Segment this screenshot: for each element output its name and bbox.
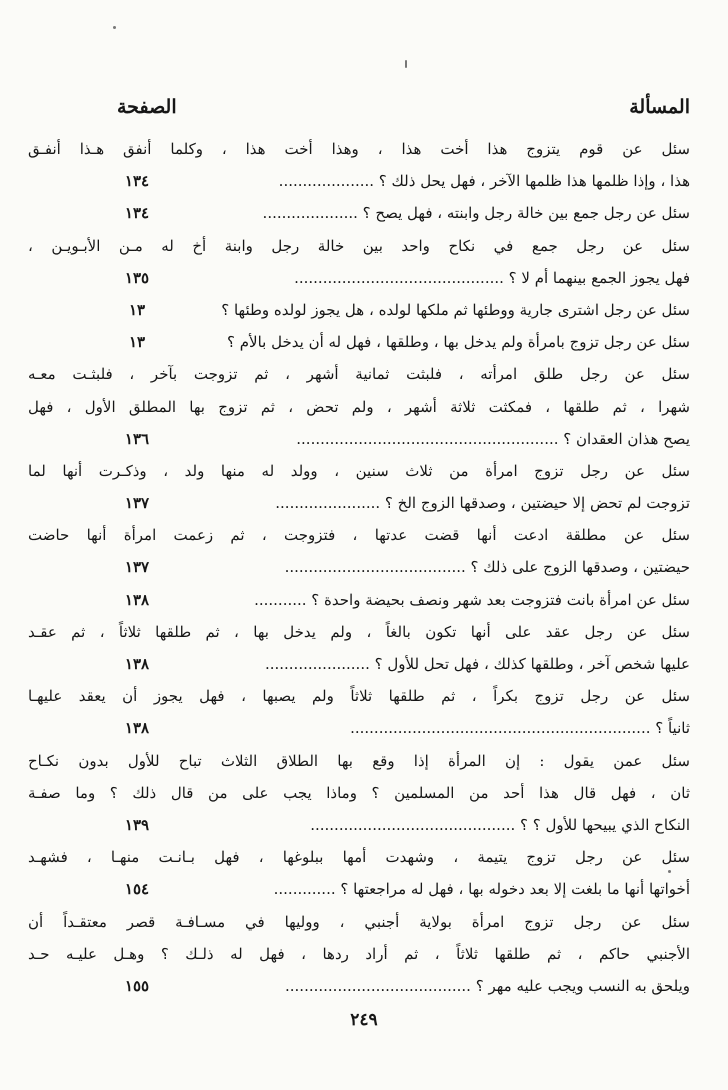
entry-text: سئل عن رجل تزوج امرأة بولاية أجنبي ، ووليها في مسـافـة قصر معتقـداً أن (28, 912, 690, 931)
index-line (0, 391, 728, 423)
entry-text: سئل عن رجل تزوج بكراً ، ثم طلقها ثلاثاً ولم يصبها ، فهل يجوز أن يعقد عليهـا (28, 687, 690, 706)
entry-text: أخواتها أنها ما بلغت إلا بعد دخوله بها ، فهل له مراجعتها ؟ ............. (273, 880, 690, 899)
entry-text: الأجنبي حاكم ، ثم طلقها ثلاثاً ، ثم أراد ردها ، فهل له ذلـك ؟ وهـل عليـه حـد (28, 944, 690, 963)
entry-text: سئل عن رجل طلق امرأته ، فلبثت ثمانية أشهر ، ثم تزوجت بآخر ، فلبثـت معـه (28, 365, 690, 384)
index-line (0, 712, 728, 744)
entry-page-number: ١٣ (128, 333, 146, 352)
index-line (0, 648, 728, 680)
entry-text: ثانياً ؟ ............................................................... (350, 719, 690, 738)
column-header (0, 96, 728, 126)
scan-speck (668, 870, 671, 873)
index-line (0, 133, 728, 165)
entry-text: فهل يجوز الجمع بينهما أم لا ؟ ............................................ (294, 268, 690, 287)
index-line (0, 294, 728, 326)
entry-text: سئل عن قوم يتزوج هذا أخت هذا ، وهذا أخت هذا ، وكلما أنفق هـذا أنفـق (28, 140, 690, 158)
index-line (0, 262, 728, 294)
header-issue-title: المسألة (629, 96, 690, 118)
index-line (0, 809, 728, 841)
entry-page-number: ١٣٨ (124, 655, 150, 673)
entry-page-number: ١٣٤ (124, 204, 150, 223)
entry-page-number: ١٥٤ (124, 880, 150, 899)
scan-speck (113, 26, 116, 29)
entry-text: ويلحق به النسب ويجب عليه مهر ؟ ....................................... (285, 976, 690, 995)
entry-text: النكاح الذي يبيحها للأول ؟ ؟ ........................................... (310, 815, 690, 834)
entry-page-number: ١٣٨ (124, 590, 150, 609)
index-line (0, 519, 728, 551)
index-line (0, 841, 728, 873)
entry-text: سئل عن امرأة بانت فتزوجت بعد شهر ونصف بحيضة واحدة ؟ ........... (254, 590, 690, 609)
entry-text: سئل عمن يقول : إن المرأة إذا وقع بها الطلاق الثلاث تباح للأول بدون نكـاح (28, 751, 690, 770)
index-line (0, 487, 728, 519)
index-line (0, 358, 728, 390)
entry-text: سئل عن رجل تزوج امرأة من ثلاث سنين ، وولد له منها ولد ، وذكـرت أنها لما (28, 461, 690, 480)
index-line (0, 906, 728, 938)
entry-page-number: ١٣٦ (124, 429, 150, 448)
index-line (0, 455, 728, 487)
entry-text: تزوجت لم تحض إلا حيضتين ، وصدقها الزوج الخ ؟ ...................... (275, 494, 690, 513)
entry-text: سئل عن مطلقة ادعت أنها قضت عدتها ، فتزوجت ، ثم زعمت امرأة أنها حاضت (28, 526, 690, 545)
index-line (0, 777, 728, 809)
index-line (0, 970, 728, 1002)
entry-text: سئل عن رجل تزوج يتيمة ، وشهدت أمها ببلوغها ، فهل بـانـت منهـا ، فشهـد (28, 848, 690, 867)
entry-page-number: ١٣ (128, 300, 146, 319)
entry-text: هذا ، وإذا ظلمها هذا ظلمها الآخر ، فهل يحل ذلك ؟ .................... (278, 172, 690, 191)
scan-speck (405, 60, 407, 68)
index-line (0, 745, 728, 777)
index-line (0, 680, 728, 712)
index-line (0, 197, 728, 229)
entry-page-number: ١٣٥ (124, 268, 150, 287)
entry-text: سئل عن رجل تزوج بامرأة ولم يدخل بها ، وطلقها ، فهل له أن يدخل بالأم ؟ (227, 333, 690, 352)
entry-text: عليها شخص آخر ، وطلقها كذلك ، فهل تحل للأول ؟ ...................... (264, 655, 690, 673)
entry-text: ثان ، فهل قال هذا أحد من المسلمين ؟ وماذا يجب على من قال ذلك ؟ وما صفـة (28, 783, 690, 802)
index-line (0, 616, 728, 648)
entry-page-number: ١٥٥ (124, 976, 150, 995)
index-line (0, 230, 728, 262)
entry-text: سئل عن رجل عقد على أنها تكون بالغاً ، ولم يدخل بها ، ثم طلقها ثلاثاً ، ثم عقـد (28, 622, 690, 641)
entry-page-number: ١٣٤ (124, 172, 150, 191)
entry-text: يصح هذان العقدان ؟ ....................................................... (296, 429, 690, 448)
page-number: ٢٤٩ (350, 1010, 378, 1030)
index-line (0, 551, 728, 583)
entry-text: سئل عن رجل اشترى جارية ووطئها ثم ملكها لولده ، هل يجوز لولده وطئها ؟ (221, 300, 690, 319)
index-line (0, 584, 728, 616)
header-page-title: الصفحة (117, 96, 177, 118)
index-line (0, 938, 728, 970)
index-line (0, 165, 728, 197)
entry-text: سئل عن رجل جمع في نكاح واحد بين خالة رجل وابنة أخ له مـن الأبـويـن ، (28, 236, 690, 255)
entry-text: حيضتين ، وصدقها الزوج على ذلك ؟ ...................................... (284, 558, 690, 577)
index-line (0, 873, 728, 905)
entry-page-number: ١٣٩ (124, 815, 150, 834)
entry-text: شهرا ، ثم طلقها ، فمكثت ثلاثة أشهر ، ولم تحض ، ثم تزوج بها المطلق الأول ، فهل (28, 397, 690, 416)
entry-page-number: ١٣٧ (124, 494, 150, 513)
index-line (0, 326, 728, 358)
entry-page-number: ١٣٧ (124, 558, 150, 577)
entry-text: سئل عن رجل جمع بين خالة رجل وابنته ، فهل يصح ؟ .................... (262, 204, 690, 223)
index-line (0, 423, 728, 455)
entry-page-number: ١٣٨ (124, 719, 150, 738)
index-entries (0, 133, 728, 1002)
